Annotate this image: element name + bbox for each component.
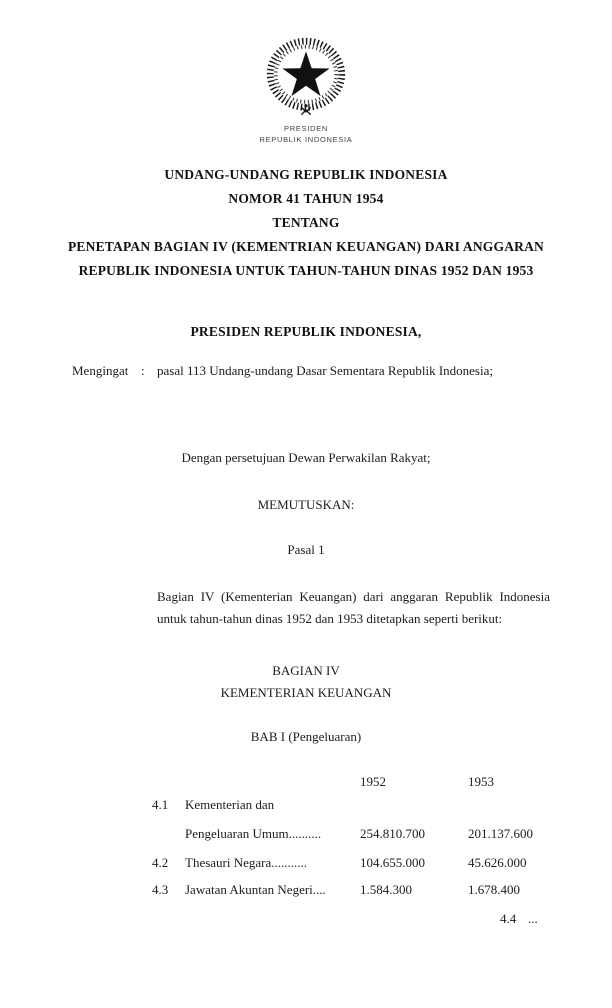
row-label: Thesauri Negara........... — [185, 855, 308, 870]
value-1953: 45.626.000 — [468, 855, 527, 870]
law-title-line5: REPUBLIK INDONESIA UNTUK TAHUN-TAHUN DINAS 1952 DAN 1953 — [78, 263, 534, 278]
row-number: 4.3 — [152, 882, 169, 897]
seal-caption-line2: REPUBLIK INDONESIA — [259, 135, 353, 144]
star-icon — [282, 51, 329, 96]
agreement-line: Dengan persetujuan Dewan Perwakilan Rakyat; — [181, 450, 431, 465]
bagian-heading-line1: BAGIAN IV — [272, 663, 340, 678]
value-1952: 1.584.300 — [360, 882, 412, 897]
seal-caption-line1: PRESIDEN — [284, 124, 328, 133]
considering-label: Mengingat — [72, 363, 129, 378]
continuation-marker-number: 4.4 — [500, 911, 517, 926]
row-label: Jawatan Akuntan Negeri.... — [185, 882, 326, 897]
presiden-heading: PRESIDEN REPUBLIK INDONESIA, — [190, 324, 422, 339]
row-label-continued: Pengeluaran Umum.......... — [185, 826, 322, 841]
year-header-1952: 1952 — [360, 774, 386, 789]
value-1953: 201.137.600 — [468, 826, 533, 841]
considering-colon: : — [141, 363, 145, 378]
value-1952: 104.655.000 — [360, 855, 425, 870]
year-header-1953: 1953 — [468, 774, 494, 789]
bagian-heading-line2: KEMENTERIAN KEUANGAN — [220, 685, 392, 700]
decision-line: MEMUTUSKAN: — [257, 497, 355, 512]
considering-text: pasal 113 Undang-undang Dasar Sementara Republik Indonesia; — [157, 363, 493, 378]
presidential-seal — [0, 33, 612, 145]
bagian-heading — [0, 660, 612, 704]
wreath-star-seal-icon — [260, 33, 352, 121]
seal-caption — [259, 123, 352, 145]
law-title-line4: PENETAPAN BAGIAN IV (KEMENTRIAN KEUANGAN) DARI ANGGARAN — [67, 239, 545, 254]
pasal-1-heading: Pasal 1 — [287, 542, 325, 557]
law-title-line3: TENTANG — [272, 215, 340, 230]
law-title-line1: UNDANG-UNDANG REPUBLIK INDONESIA — [164, 167, 448, 182]
row-number: 4.2 — [152, 855, 169, 870]
bab-heading: BAB I (Pengeluaran) — [250, 729, 362, 744]
value-1953: 1.678.400 — [468, 882, 520, 897]
row-number: 4.1 — [152, 797, 169, 812]
pasal-1-body: Bagian IV (Kementerian Keuangan) dari anggaran Republik Indonesia untuk tahun-tahun dinas 1952 dan 1953 ditetapkan seperti berikut: — [157, 589, 550, 626]
law-title — [0, 163, 612, 283]
row-label: Kementerian dan — [185, 797, 275, 812]
continuation-marker-dots: ... — [528, 911, 538, 926]
value-1952: 254.810.700 — [360, 826, 425, 841]
law-title-line2: NOMOR 41 TAHUN 1954 — [228, 191, 384, 206]
